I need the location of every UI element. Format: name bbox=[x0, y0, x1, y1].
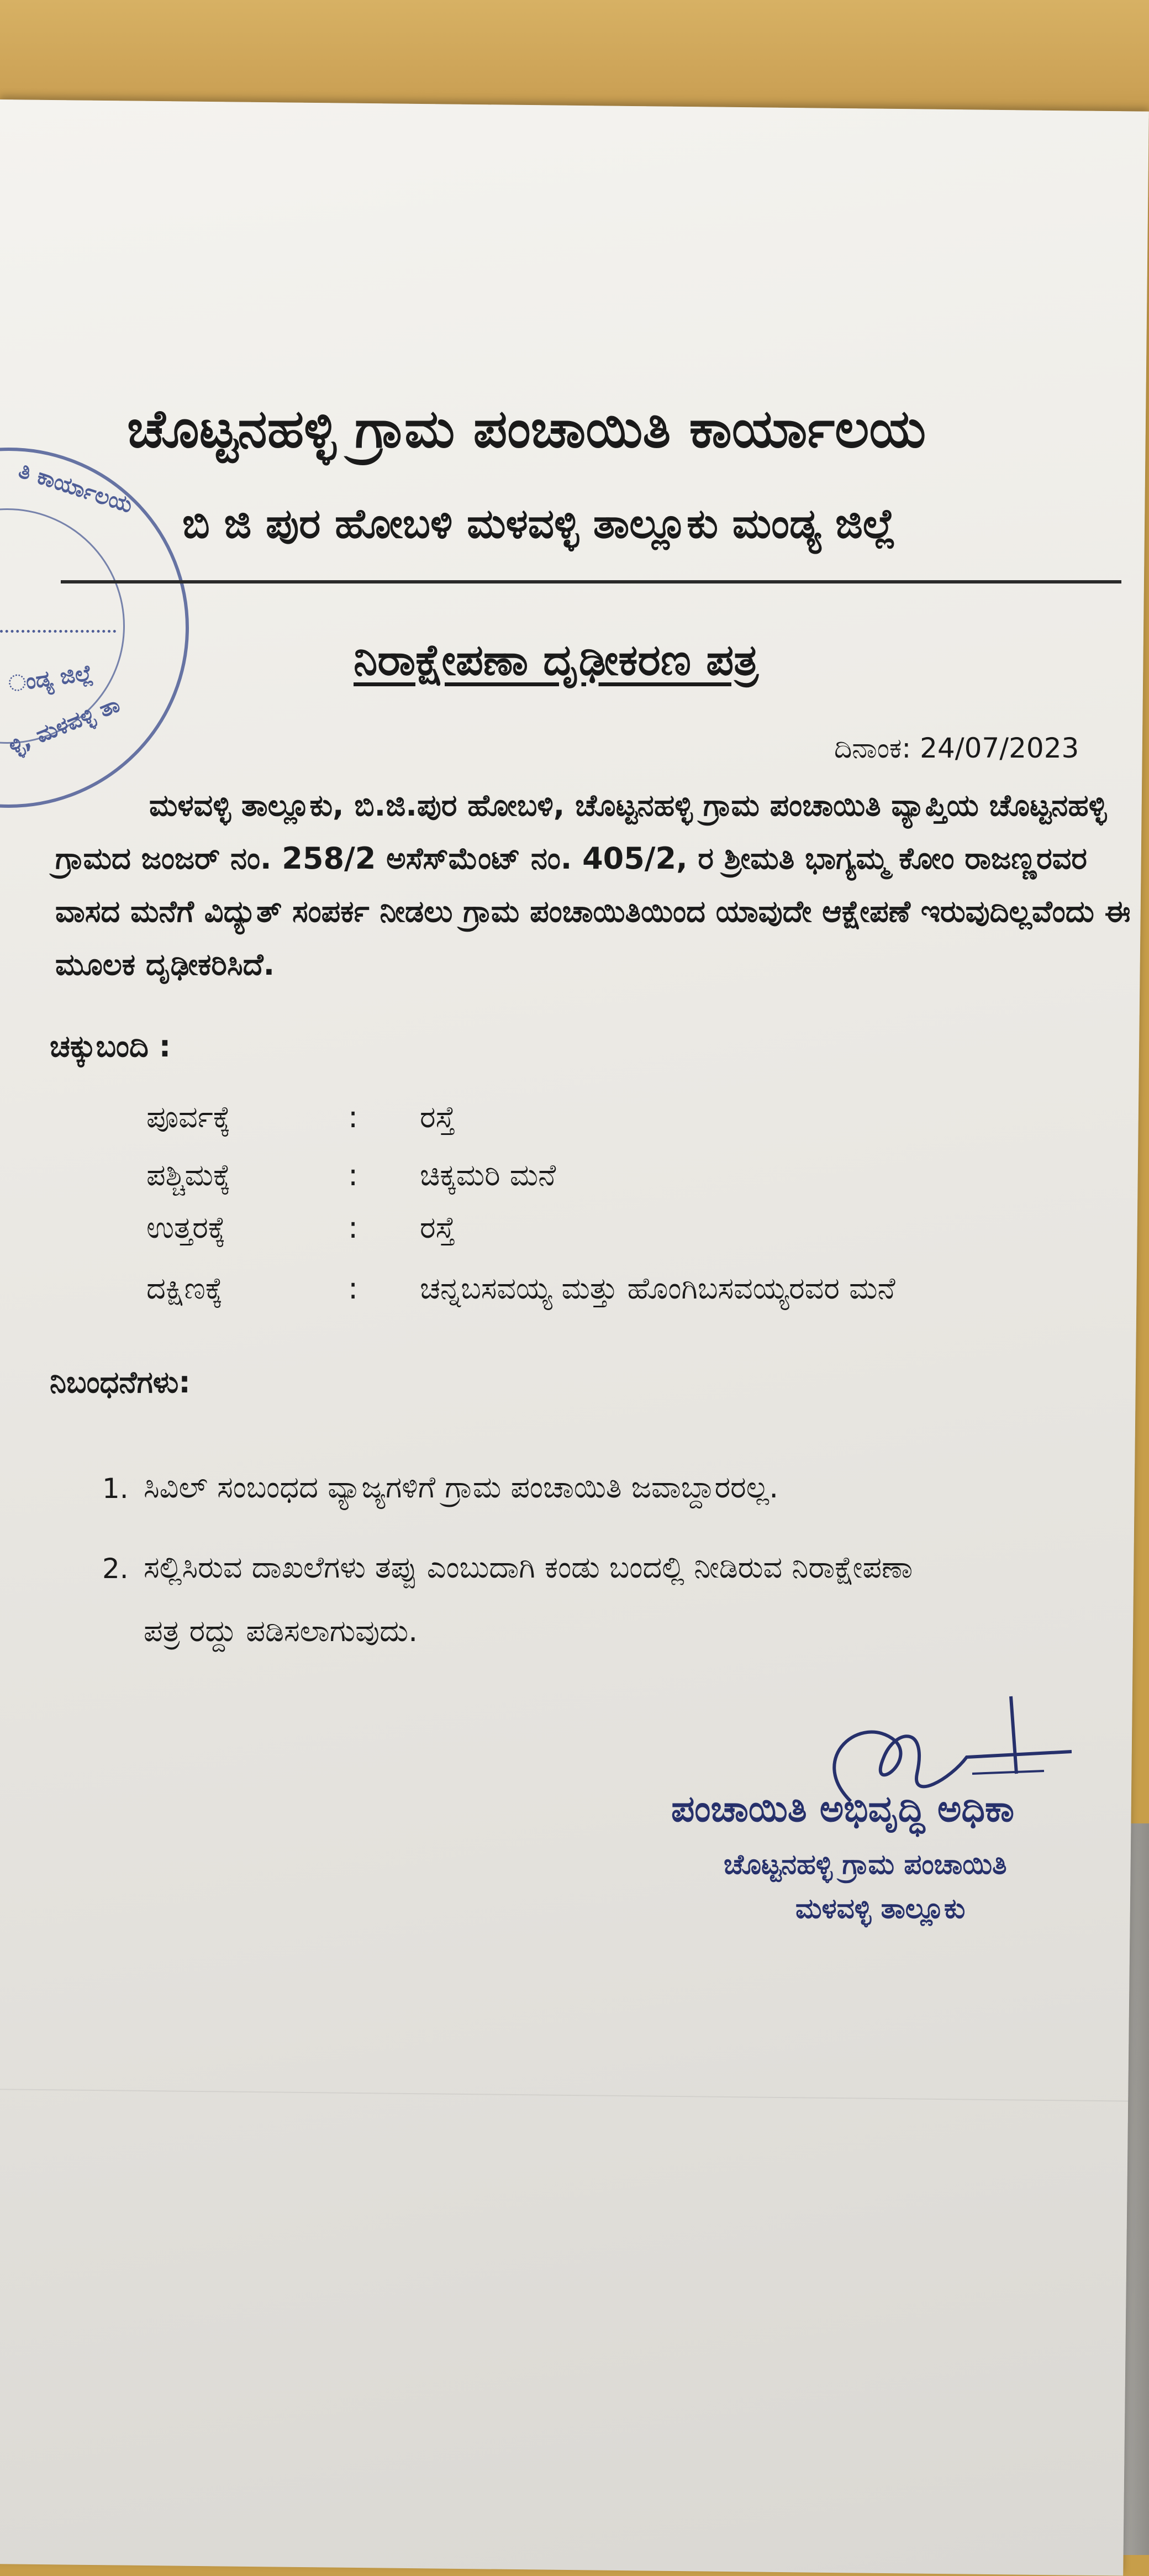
boundary-direction: ಉತ್ತರಕ್ಕೆ bbox=[146, 1210, 226, 1245]
office-address: ಬಿ ಜಿ ಪುರ ಹೋಬಳಿ ಮಳವಳ್ಳಿ ತಾಲ್ಲೂಕು ಮಂಡ್ಯ ಜಿಲ್ಲೆ bbox=[182, 500, 896, 548]
seal-bottom-text: ಳ್ಳಿ, ಮಳವಳ್ಳಿ ತಾ bbox=[5, 691, 124, 760]
document-title: ನಿರಾಕ್ಷೇಪಣಾ ದೃಢೀಕರಣ ಪತ್ರ bbox=[354, 635, 758, 685]
seal-mid-text: ಂಡ್ಯ ಜಿಲ್ಲೆ bbox=[7, 660, 94, 697]
boundary-value: ರಸ್ತೆ bbox=[420, 1100, 455, 1134]
signatory-panchayat: ಚೊಟ್ಟನಹಳ್ಳಿ ಗ್ರಾಮ ಪಂಚಾಯಿತಿ bbox=[724, 1848, 1007, 1880]
signatory-designation: ಪಂಚಾಯಿತಿ ಅಭಿವೃದ್ಧಿ ಅಧಿಕಾ bbox=[671, 1788, 1015, 1830]
signatory-taluk: ಮಳವಳ್ಳಿ ತಾಲ್ಲೂಕು bbox=[795, 1892, 966, 1925]
boundary-value: ಚಿಕ್ಕಮರಿ ಮನೆ bbox=[420, 1158, 556, 1192]
conditions-heading: ನಿಬಂಧನೆಗಳು: bbox=[50, 1365, 191, 1400]
condition-number: 2. bbox=[102, 1553, 129, 1585]
seal-top-text: ತಿ ಕಾರ್ಯಾಲಯ bbox=[15, 458, 136, 518]
boundary-value: ಚನ್ನಬಸವಯ್ಯ ಮತ್ತು ಹೊಂಗಿಬಸವಯ್ಯರವರ ಮನೆ bbox=[420, 1271, 895, 1306]
boundary-direction: ದಕ್ಷಿಣಕ್ಕೆ bbox=[146, 1271, 223, 1306]
boundary-separator: : bbox=[348, 1100, 359, 1134]
boundaries-heading: ಚಕ್ಕುಬಂದಿ : bbox=[50, 1029, 171, 1064]
office-title: ಚೊಟ್ಟನಹಳ್ಳಿ ಗ್ರಾಮ ಪಂಚಾಯಿತಿ ಕಾರ್ಯಾಲಯ bbox=[127, 398, 926, 460]
boundary-direction: ಪಶ್ಚಿಮಕ್ಕೆ bbox=[146, 1158, 231, 1192]
boundary-direction: ಪೂರ್ವಕ್ಕೆ bbox=[146, 1100, 231, 1134]
boundary-separator: : bbox=[348, 1210, 359, 1245]
condition-text-continued: ಪತ್ರ ರದ್ದು ಪಡಿಸಲಾಗುವುದು. bbox=[144, 1613, 418, 1648]
boundary-separator: : bbox=[348, 1271, 359, 1306]
certificate-paragraph: ಮಳವಳ್ಳಿ ತಾಲ್ಲೂಕು, ಬಿ.ಜಿ.ಪುರ ಹೋಬಳಿ, ಚೊಟ್ಟನಹಳ್ಳಿ ಗ್ರಾಮ ಪಂಚಾಯಿತಿ ವ್ಯಾಪ್ತಿಯ ಚೊಟ್ಟನಹಳ್ಳಿ ಗ್ರಾಮದ ಜಂಜರ್ ನಂ. 258/2 ಅಸೆಸ್‌ಮೆಂಟ್ ನಂ. 405/2, ರ ಶ್ರೀಮತಿ ಭಾಗ್ಯಮ್ಮ ಕೋಂ ರಾಜಣ್ಣರವರ ವಾಸದ ಮನೆಗೆ ವಿದ್ಯುತ್ ಸಂಪರ್ಕ ನೀಡಲು ಗ್ರಾಮ ಪಂಚಾಯಿತಿಯಿಂದ ಯಾವುದೇ ಆಕ್ಷೇಪಣೆ ಇರುವುದಿಲ್ಲವೆಂದು ಈ ಮೂಲಕ ದೃಢೀಕರಿಸಿದೆ. bbox=[55, 788, 1131, 982]
office-seal-dotted-line bbox=[0, 630, 116, 633]
paper-fold bbox=[0, 2089, 1128, 2102]
boundary-separator: : bbox=[348, 1158, 359, 1192]
condition-text: ಸಿವಿಲ್ ಸಂಬಂಧದ ವ್ಯಾಜ್ಯಗಳಿಗೆ ಗ್ರಾಮ ಪಂಚಾಯಿತಿ ಜವಾಬ್ದಾರರಲ್ಲ. bbox=[144, 1470, 779, 1505]
boundary-value: ರಸ್ತೆ bbox=[420, 1210, 455, 1245]
condition-text: ಸಲ್ಲಿಸಿರುವ ದಾಖಲೆಗಳು ತಪ್ಪು ಎಂಬುದಾಗಿ ಕಂಡು ಬಂದಲ್ಲಿ ನೀಡಿರುವ ನಿರಾಕ್ಷೇಪಣಾ bbox=[144, 1550, 913, 1585]
document-date: ದಿನಾಂಕ: 24/07/2023 bbox=[834, 732, 1079, 764]
document-paper bbox=[0, 99, 1149, 2576]
header-divider bbox=[61, 580, 1121, 583]
condition-number: 1. bbox=[102, 1473, 129, 1505]
